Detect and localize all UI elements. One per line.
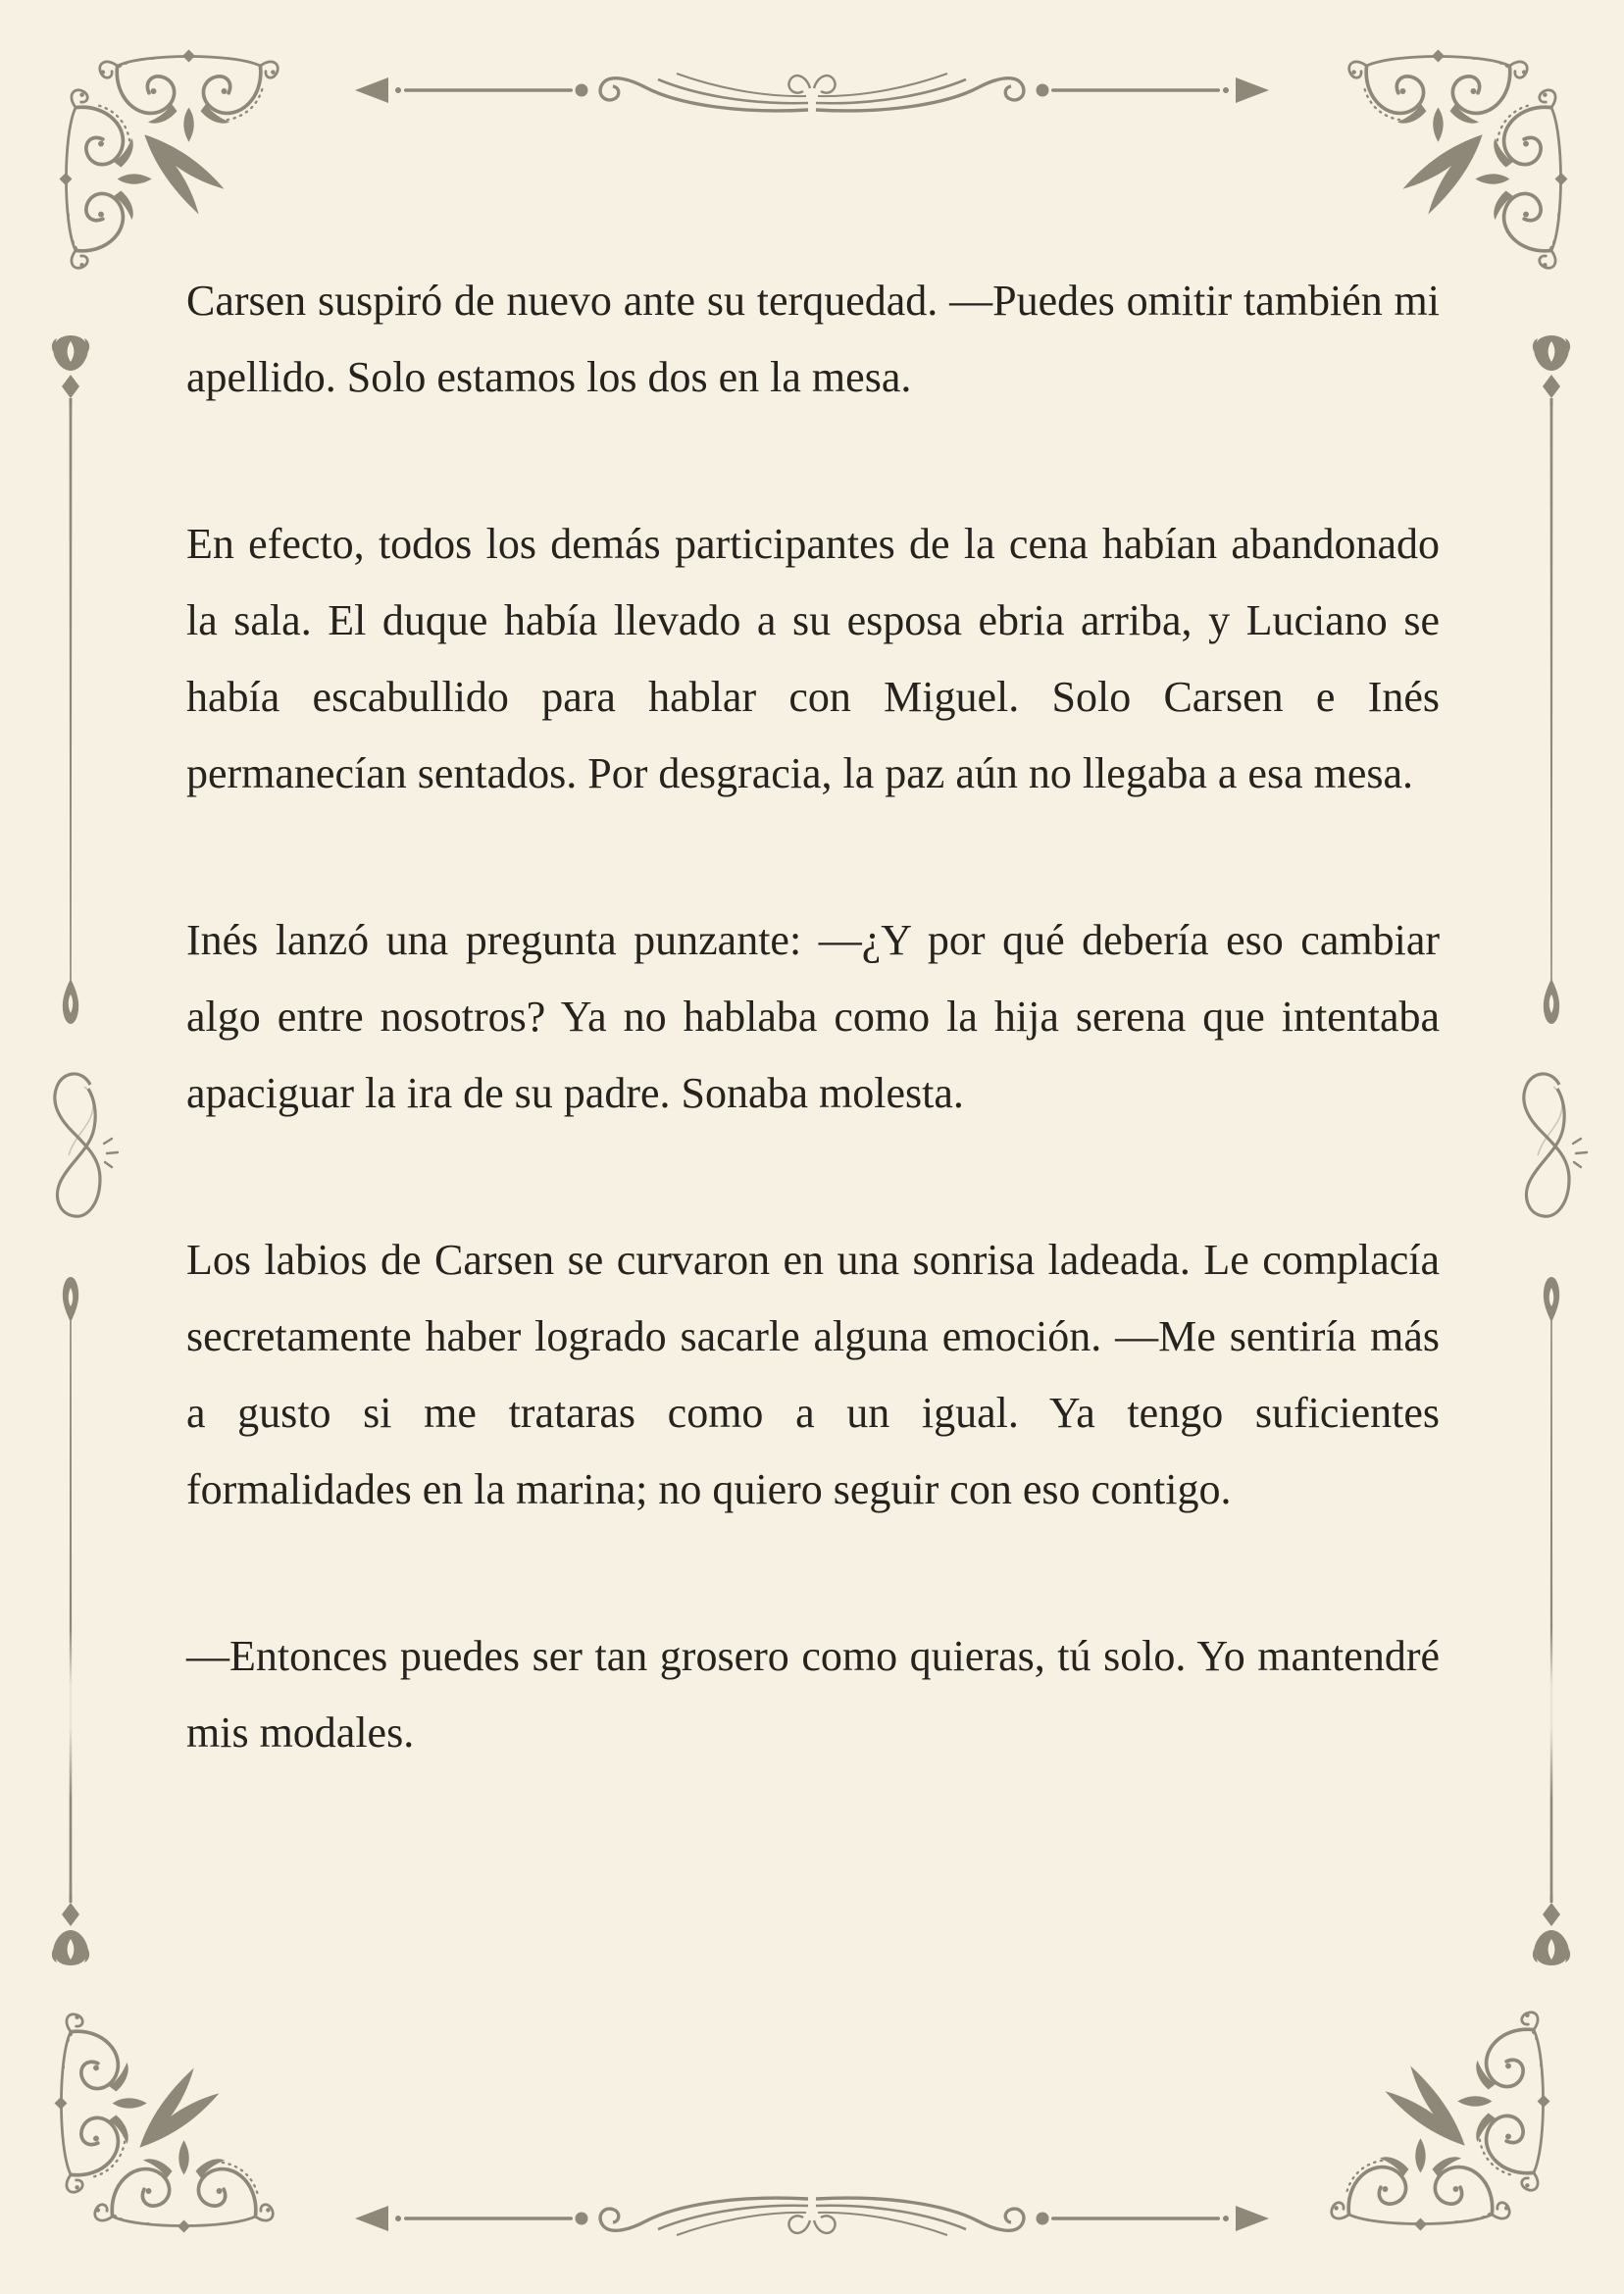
- paragraph: Inés lanzó una pregunta punzante: —¿Y por qué debería eso cambiar algo entre nosotros? Ya no hablaba como la hija serena que intentaba apaciguar la ira de su padre. Sonaba molesta.: [186, 916, 1440, 1117]
- paragraph: Los labios de Carsen se curvaron en una sonrisa ladeada. Le complacía secretamente haber logrado sacarle alguna emoción. —Me sentiría más a gusto si me trataras como a un igual. Ya tengo suficientes formalidades en la marina; no quiero seguir con eso contigo.: [186, 1236, 1440, 1513]
- bottom-divider-ornament: [353, 2187, 1271, 2250]
- story-text-block: [186, 263, 1440, 1771]
- top-divider-ornament: [353, 59, 1271, 122]
- corner-flourish-bottom-right: [1320, 2001, 1555, 2236]
- corner-flourish-top-right: [1338, 44, 1573, 280]
- corner-flourish-top-left: [54, 44, 289, 280]
- right-figure-eight-ornament: [1502, 1065, 1591, 1227]
- right-border-rod-bottom: [1532, 1258, 1571, 1969]
- corner-flourish-bottom-left: [49, 2003, 284, 2238]
- paragraph: —Entonces puedes ser tan grosero como quieras, tú solo. Yo mantendré mis modales.: [186, 1632, 1440, 1757]
- left-figure-eight-ornament: [33, 1065, 122, 1227]
- paragraph: Carsen suspiró de nuevo ante su terquedad. —Puedes omitir también mi apellido. Solo estamos los dos en la mesa.: [186, 277, 1440, 401]
- paragraph: En efecto, todos los demás participantes de la cena habían abandonado la sala. El duque había llevado a su esposa ebria arriba, y Luciano se había escabullido para hablar con Miguel. Solo Carsen e Inés permanecían sentados. Por desgracia, la paz aún no llegaba a esa mesa.: [186, 520, 1440, 797]
- right-border-rod-top: [1532, 331, 1571, 1043]
- left-border-rod-bottom: [51, 1258, 90, 1969]
- left-border-rod-top: [51, 331, 90, 1043]
